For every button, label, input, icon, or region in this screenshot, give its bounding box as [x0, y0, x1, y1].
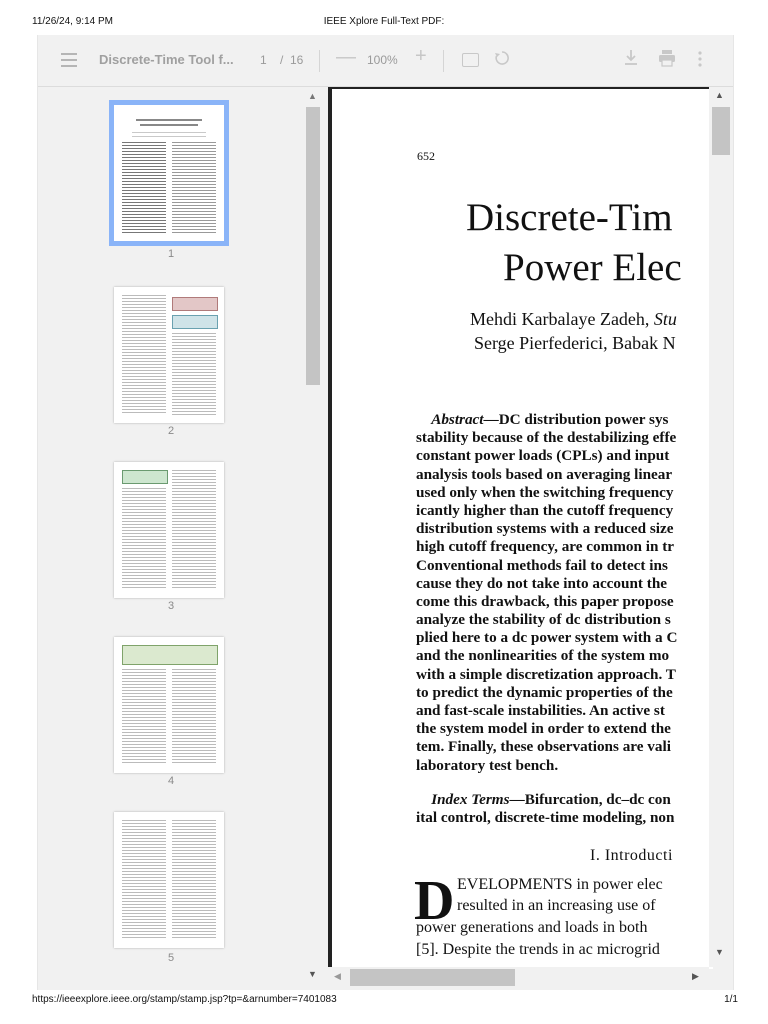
abstract-line: cause they do not take into account the: [416, 574, 668, 592]
zoom-level[interactable]: 100%: [367, 53, 398, 67]
print-page-count: 1/1: [724, 994, 738, 1005]
body-line: [5]. Despite the trends in ac microgrid: [416, 941, 660, 958]
paper-title-line-2: Power Elec: [503, 246, 682, 289]
page-thumbnail-1[interactable]: [114, 105, 224, 241]
page-number-input[interactable]: 1: [260, 53, 267, 67]
abstract: [416, 411, 713, 775]
thumbnail-label: 3: [167, 600, 175, 612]
abstract-line: with a simple discretization approach. T: [416, 665, 676, 683]
drop-cap: D: [414, 870, 455, 932]
document-title: Discrete-Time Tool f...: [99, 52, 234, 67]
page-thumbnail-4[interactable]: [114, 637, 224, 773]
abstract-line: Conventional methods fail to detect ins: [416, 556, 668, 574]
viewer-toolbar: [38, 35, 733, 87]
abstract-line: [416, 411, 713, 429]
abstract-line: used only when the switching frequency: [416, 483, 674, 501]
zoom-out-button[interactable]: —: [336, 46, 356, 68]
fit-to-page-icon[interactable]: [462, 53, 479, 67]
page-thumbnail-3[interactable]: [114, 462, 224, 598]
scroll-up-arrow-icon[interactable]: ▲: [308, 91, 317, 101]
abstract-line: and fast-scale instabilities. An active st: [416, 702, 665, 719]
index-terms-label: Index Terms: [431, 791, 510, 808]
abstract-line: high cutoff frequency, are common in tr: [416, 538, 675, 556]
index-terms-line: ital control, discrete-time modeling, non: [416, 809, 675, 827]
print-header: [0, 16, 768, 32]
abstract-line: and the nonlinearities of the system mo: [416, 647, 670, 665]
page-thumbnail-5[interactable]: [114, 812, 224, 948]
page-total: 16: [290, 53, 304, 67]
page-thumbnail-2[interactable]: [114, 287, 224, 423]
page-number: 652: [417, 149, 435, 163]
body-line: resulted in an increasing use of: [457, 897, 656, 914]
thumbnail-label: 5: [167, 952, 175, 964]
print-datetime: 11/26/24, 9:14 PM: [32, 16, 113, 27]
index-terms-line: [416, 791, 674, 809]
scroll-up-arrow-icon[interactable]: ▲: [715, 90, 724, 100]
abstract-line: stability because of the destabilizing effe: [416, 429, 677, 447]
abstract-line: to predict the dynamic properties of the: [416, 683, 673, 701]
authors-line-2: Serge Pierfederici, Babak N: [474, 333, 676, 353]
print-icon[interactable]: [658, 49, 676, 67]
abstract-line: the system model in order to extend the: [416, 720, 671, 738]
authors-line-1: [470, 309, 677, 330]
abstract-line: plied here to a dc power system with a C: [416, 629, 678, 647]
thumbnail-label: 1: [167, 248, 175, 260]
document-horizontal-scrollbar-thumb[interactable]: [350, 969, 515, 986]
thumbnail-label: 4: [167, 775, 175, 787]
abstract-text: —DC distribution power sys: [483, 411, 669, 428]
print-url: https://ieeexplore.ieee.org/stamp/stamp.jsp?tp=&arnumber=7401083: [32, 994, 337, 1005]
abstract-line: distribution systems with a reduced size: [416, 520, 674, 538]
sidebar-scrollbar-thumb[interactable]: [306, 107, 320, 385]
scroll-down-arrow-icon[interactable]: ▼: [308, 969, 317, 979]
print-window-title: IEEE Xplore Full-Text PDF:: [323, 16, 445, 27]
pdf-page: [328, 87, 713, 969]
abstract-line: laboratory test bench.: [416, 756, 559, 774]
index-terms: [416, 791, 674, 827]
paper-title-line-1: Discrete-Tim: [466, 196, 673, 239]
download-icon[interactable]: [623, 49, 639, 67]
abstract-line: icantly higher than the cutoff frequency: [416, 501, 674, 519]
toolbar-divider: [319, 50, 320, 72]
more-options-icon[interactable]: [698, 50, 702, 68]
scroll-down-arrow-icon[interactable]: ▼: [715, 947, 724, 957]
abstract-line: come this drawback, this paper propose: [416, 592, 674, 610]
abstract-line: constant power loads (CPLs) and input: [416, 447, 670, 465]
print-footer: [0, 994, 768, 1010]
section-heading: I. Introducti: [590, 847, 673, 864]
menu-icon[interactable]: [61, 53, 77, 67]
document-vertical-scrollbar[interactable]: [709, 87, 733, 967]
scroll-right-arrow-icon[interactable]: ▶: [692, 971, 699, 981]
abstract-line: analysis tools based on averaging linear: [416, 465, 673, 483]
body-line: EVELOPMENTS in power elec: [457, 876, 663, 893]
scroll-left-arrow-icon[interactable]: ◀: [334, 971, 341, 981]
abstract-label: Abstract: [431, 411, 484, 428]
index-terms-text: —Bifurcation, dc–dc con: [509, 791, 671, 808]
authors-text: Mehdi Karbalaye Zadeh,: [470, 309, 654, 329]
toolbar-divider: [443, 50, 444, 72]
abstract-line: tem. Finally, these observations are vali: [416, 738, 671, 756]
authors-italic: Stu: [653, 309, 677, 329]
pdf-viewer: [37, 35, 734, 990]
abstract-line: analyze the stability of dc distribution s: [416, 611, 671, 629]
thumbnail-label: 2: [167, 425, 175, 437]
rotate-icon[interactable]: [494, 50, 510, 66]
zoom-in-button[interactable]: +: [415, 45, 427, 67]
page-separator: /: [280, 53, 284, 67]
document-vertical-scrollbar-thumb[interactable]: [712, 107, 730, 155]
body-line: power generations and loads in both: [416, 919, 648, 936]
